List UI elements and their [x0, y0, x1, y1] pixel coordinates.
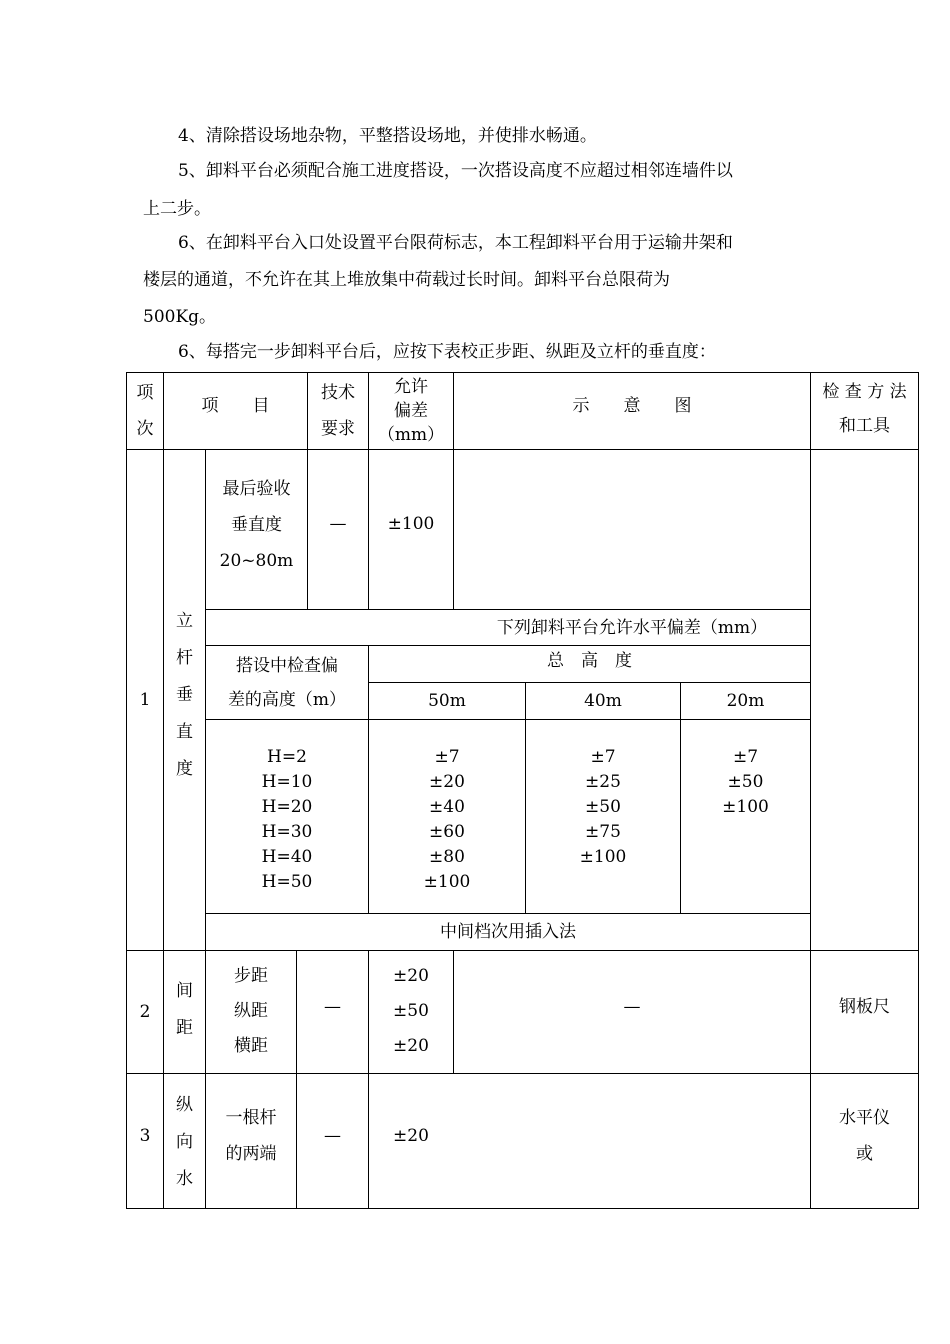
height-value: H=10 — [261, 772, 313, 792]
table-rule — [205, 719, 810, 720]
row1-sub-left — [206, 646, 368, 719]
deviation-value: ±100 — [579, 847, 627, 867]
paragraph-6-line2: 楼层的通道，不允许在其上堆放集中荷载过长时间。卸料平台总限荷为 — [143, 270, 670, 290]
deviation-value: ±7 — [434, 747, 460, 767]
row1-group-char: 垂 — [176, 684, 193, 705]
row3-tool-line: 水平仪 — [839, 1108, 890, 1128]
table-rule — [163, 372, 164, 1209]
row1-item-line: 最后验收 — [222, 479, 291, 499]
row1-group-char: 立 — [176, 610, 193, 631]
row1-deviation: ±100 — [387, 514, 435, 534]
row2-item: 步距 — [234, 965, 268, 986]
row1-group-char: 度 — [176, 758, 193, 779]
height-value: H=50 — [261, 872, 313, 892]
height-value: H=30 — [261, 822, 313, 842]
header-text: 次 — [136, 419, 154, 439]
row2-item: 纵距 — [234, 1000, 268, 1021]
row3-tool-line: 或 — [856, 1144, 873, 1164]
deviation-value: ±50 — [585, 797, 621, 817]
paragraph-5-line2: 上二步。 — [143, 199, 211, 219]
header-inspection-method — [811, 373, 918, 445]
deviation-value: ±50 — [727, 772, 764, 792]
row1-values-50m — [369, 745, 525, 895]
deviation-value: ±40 — [429, 797, 465, 817]
row3-item-line: 的两端 — [225, 1144, 277, 1164]
row3-number: 3 — [139, 1126, 151, 1146]
row1-number: 1 — [139, 690, 151, 710]
row2-tech: — — [324, 997, 341, 1017]
paragraph-6-line1: 6、在卸料平台入口处设置平台限荷标志，本工程卸料平台用于运输井架和 — [178, 233, 733, 253]
deviation-value: ±75 — [585, 822, 621, 842]
row3-deviation: ±20 — [393, 1126, 429, 1146]
row3-tech: — — [324, 1126, 341, 1146]
paragraph-6-line3: 500Kg。 — [143, 307, 217, 327]
header-tech-requirement — [308, 373, 368, 449]
table-rule — [810, 372, 811, 1209]
row1-group-char: 杆 — [176, 647, 193, 668]
row2-group — [164, 951, 205, 1069]
row1-group-char: 直 — [176, 721, 193, 742]
height-value: H=40 — [261, 847, 313, 867]
header-allowed-deviation — [369, 373, 453, 449]
row1-sub-title: 下列卸料平台允许水平偏差（mm） — [496, 617, 768, 638]
row3-tool — [811, 1100, 918, 1172]
row1-sub-left-line: 差的高度（m） — [227, 689, 347, 710]
header-diagram: 示 意 图 — [572, 396, 692, 416]
row1-tech: — — [329, 514, 347, 534]
row3-group-char: 纵 — [176, 1094, 193, 1115]
row2-group-char: 距 — [176, 1018, 193, 1038]
row1-sub-total-height: 总 高 度 — [547, 651, 632, 671]
row1-col-20m: 20m — [726, 691, 765, 711]
header-text: 允许 — [394, 377, 428, 397]
deviation-value: ±100 — [423, 872, 471, 892]
row2-tool: 钢板尺 — [839, 997, 890, 1017]
row2-deviation: ±20 — [393, 965, 429, 986]
row3-group-char: 水 — [176, 1168, 193, 1189]
row2-items — [206, 951, 296, 1071]
deviation-value: ±20 — [429, 772, 465, 792]
deviation-value: ±7 — [732, 747, 759, 767]
paragraph-7: 6、每搭完一步卸料平台后，应按下表校正步距、纵距及立杆的垂直度： — [178, 342, 716, 362]
row1-item — [206, 470, 307, 580]
row3-group — [164, 1086, 205, 1198]
paragraph-5-line1: 5、卸料平台必须配合施工进度搭设，一次搭设高度不应超过相邻连墙件以 — [178, 161, 733, 181]
header-text: （mm） — [377, 425, 445, 445]
row1-group — [164, 604, 205, 786]
deviation-value: ±80 — [429, 847, 465, 867]
row1-col-50m: 50m — [428, 691, 466, 711]
row2-group-char: 间 — [176, 981, 193, 1001]
row1-heights-list — [206, 745, 368, 895]
row3-group-char: 向 — [176, 1131, 193, 1152]
height-value: H=2 — [267, 747, 307, 767]
row3-item — [206, 1100, 296, 1172]
table-rule — [126, 449, 919, 450]
table-border-right — [918, 372, 919, 1209]
row2-deviation: ±50 — [393, 1000, 429, 1021]
row2-diagram: — — [623, 997, 641, 1017]
header-item: 项 目 — [201, 396, 270, 416]
row1-item-line: 20~80m — [219, 551, 294, 571]
height-value: H=20 — [261, 797, 313, 817]
row2-item: 横距 — [234, 1035, 268, 1056]
row1-item-line: 垂直度 — [231, 515, 282, 535]
row1-note: 中间档次用插入法 — [440, 922, 576, 942]
deviation-value: ±60 — [429, 822, 465, 842]
paragraph-4: 4、清除搭设场地杂物，平整搭设场地，并使排水畅通。 — [178, 126, 597, 146]
row1-col-40m: 40m — [584, 691, 622, 711]
table-border-bottom — [126, 1208, 919, 1209]
header-text: 偏差 — [394, 401, 428, 421]
header-text: 技术 — [321, 383, 355, 403]
header-text: 和工具 — [839, 416, 890, 436]
header-text: 要求 — [321, 419, 355, 439]
deviation-value: ±100 — [722, 797, 769, 817]
deviation-value: ±25 — [585, 772, 621, 792]
header-text: 项 — [136, 383, 154, 403]
row2-number: 2 — [139, 1002, 151, 1022]
row2-deviation: ±20 — [393, 1035, 429, 1056]
header-text: 检 查 方 法 — [822, 382, 907, 402]
row3-item-line: 一根杆 — [225, 1108, 277, 1128]
table-rule — [126, 1073, 919, 1074]
header-item-number — [127, 373, 163, 449]
row1-sub-left-line: 搭设中检查偏 — [236, 655, 338, 676]
row2-deviations — [369, 951, 453, 1071]
row1-values-20m — [681, 745, 810, 820]
row1-values-40m — [526, 745, 680, 870]
deviation-value: ±7 — [590, 747, 616, 767]
